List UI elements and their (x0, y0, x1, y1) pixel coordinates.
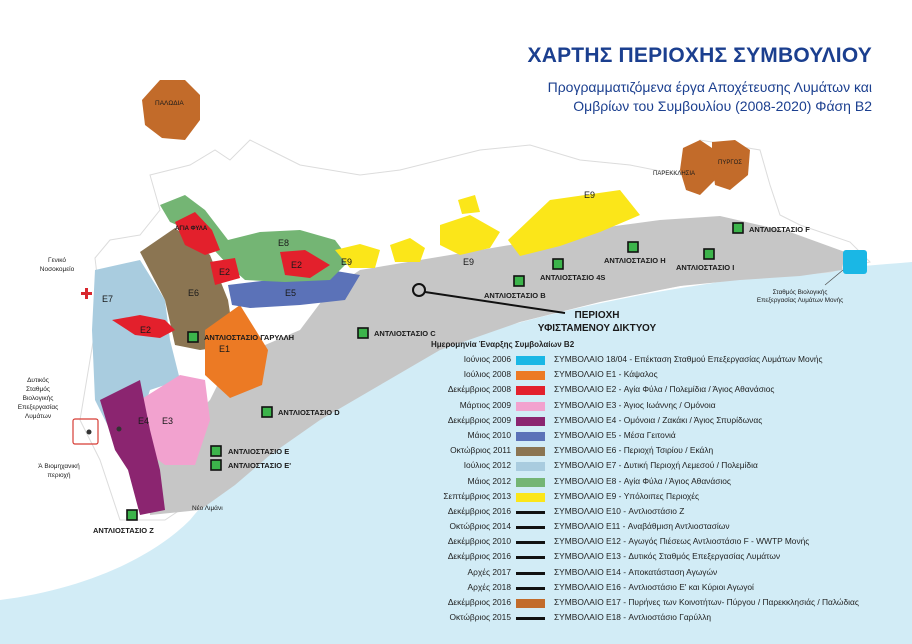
pump-station-garylli-marker (188, 332, 198, 342)
legend-color-swatch (516, 417, 545, 426)
place-west-plant-3: Βιολογικής (22, 395, 54, 402)
legend-date: Αρχές 2017 (467, 566, 511, 577)
place-west-plant-5: Λυμάτων (24, 413, 52, 420)
legend-contract-text: ΣΥΜΒΟΛΑΙΟ E3 - Άγιος Ιωάννης / Ομόνοια (554, 399, 716, 410)
legend-contract-text: ΣΥΜΒΟΛΑΙΟ E18 - Αντλιοστάσιο Γαρύλλη (554, 612, 712, 623)
legend-color-swatch (516, 599, 545, 608)
legend-date: Οκτώβριος 2011 (450, 445, 511, 456)
legend-row (420, 520, 880, 535)
legend-row (420, 550, 880, 565)
legend-color-swatch (516, 462, 545, 471)
legend-contract-text: ΣΥΜΒΟΛΑΙΟ E10 - Αντλιοστάσιο Z (554, 505, 685, 516)
legend-contract-text: ΣΥΜΒΟΛΑΙΟ E4 - Ομόνοια / Ζακάκι / Άγιος Σπυρίδωνας (554, 414, 763, 425)
legend-contract-text: ΣΥΜΒΟΛΑΙΟ E16 - Αντλιοστάσιο E' και Κύριοι Αγωγοί (554, 581, 754, 592)
place-parekklisia: ΠΑΡΕΚΚΛΗΣΙΑ (653, 171, 696, 177)
legend-color-swatch (516, 478, 545, 487)
zone-label-E8: E8 (278, 238, 290, 248)
legend-contract-text: ΣΥΜΒΟΛΑΙΟ E12 - Αγωγός Πιέσεως Αντλιοστάσιο F - WWTP Μονής (554, 536, 810, 547)
place-moni-plant-1: Σταθμός Βιολογικής (772, 289, 828, 296)
legend-date: Μάρτιος 2009 (459, 399, 511, 410)
legend-line-symbol (516, 526, 545, 529)
legend-contract-text: ΣΥΜΒΟΛΑΙΟ E8 - Αγία Φύλα / Άγιος Αθανάσιος (554, 475, 731, 486)
legend-date: Δεκέμβριος 2016 (447, 551, 511, 562)
place-industrial-2: περιοχή (47, 472, 71, 479)
pump-station-H-marker (628, 242, 638, 252)
legend-date: Οκτώβριος 2014 (449, 521, 511, 532)
legend-date: Δεκέμβριος 2010 (447, 536, 511, 547)
legend-contract-text: ΣΥΜΒΟΛΑΙΟ E1 - Κάψαλος (554, 369, 658, 380)
pump-station-Z-marker (127, 510, 137, 520)
pump-station-I-label: ΑΝΤΛΙΟΣΤΑΣΙΟ I (676, 263, 735, 272)
legend-color-swatch (516, 447, 545, 456)
legend-contract-text: ΣΥΜΒΟΛΑΙΟ E9 - Υπόλοιπες Περιοχές (554, 490, 700, 501)
legend-heading: Ημερομηνία Έναρξης Συμβολαίων B2 (431, 340, 575, 349)
place-agia-fyla: ΑΓΙΑ ΦΥΛΑ (175, 226, 208, 232)
existing-network-label-1: ΠΕΡΙΟΧΗ (574, 310, 620, 321)
legend-row (420, 566, 880, 581)
legend-color-swatch (516, 402, 545, 411)
legend-row (420, 444, 880, 459)
legend-date: Ιούνιος 2006 (463, 354, 511, 364)
zone-label-E9-east: E9 (584, 190, 596, 200)
legend-color-swatch (516, 356, 545, 365)
legend-line-symbol (516, 572, 545, 575)
zone-label-E6: E6 (188, 288, 200, 298)
pump-station-D-marker (262, 407, 272, 417)
legend-row (420, 475, 880, 490)
legend-contract-text: ΣΥΜΒΟΛΑΙΟ 18/04 - Επέκταση Σταθμού Επεξεργασίας Λυμάτων Μονής (554, 354, 823, 364)
legend-row (420, 490, 880, 505)
legend-row (420, 353, 880, 368)
place-industrial-1: Ά Βιομηχανική (38, 463, 80, 470)
legend-line-symbol (516, 587, 545, 590)
pump-station-garylli-label: ΑΝΤΛΙΟΣΤΑΣΙΟ ΓΑΡΥΛΛΗ (204, 333, 295, 342)
place-west-plant-2: Σταθμός (25, 386, 51, 393)
legend-line-symbol (516, 511, 545, 514)
zone-label-E1: E1 (219, 344, 231, 354)
legend-line-symbol (516, 556, 545, 559)
pump-station-E2-marker (211, 460, 221, 470)
pump-station-F-label: ΑΝΤΛΙΟΣΤΑΣΙΟ F (749, 225, 810, 234)
place-moni-plant-2: Επεξεργασίας Λυμάτων Μονής (756, 297, 844, 304)
zone-label-E9-west: E9 (341, 257, 353, 267)
legend-row (420, 429, 880, 444)
place-new-port: Νέο Λιμάνι (192, 505, 223, 512)
legend-row (420, 368, 880, 383)
place-palodia: ΠΑΛΩΔΙΑ (155, 100, 184, 107)
pump-station-B-marker (514, 276, 524, 286)
pump-station-E-label: ΑΝΤΛΙΟΣΤΑΣΙΟ E (228, 447, 290, 456)
western-plant-dot (87, 430, 92, 435)
legend-date: Δεκέμβριος 2008 (447, 384, 511, 395)
pump-station-Z-label: ΑΝΤΛΙΟΣΤΑΣΙΟ Z (93, 526, 154, 535)
legend-line-symbol (516, 541, 545, 544)
legend-date: Μάιος 2012 (467, 475, 511, 486)
zone-label-E2-center: E2 (219, 267, 231, 277)
legend-row (420, 505, 880, 520)
legend-row (420, 414, 880, 429)
page-title: ΧΑΡΤΗΣ ΠΕΡΙΟΧΗΣ ΣΥΜΒΟΥΛΙΟΥ (527, 44, 872, 67)
pump-station-F-marker (733, 223, 743, 233)
moni-treatment-plant (843, 250, 867, 274)
pump-station-E-marker (211, 446, 221, 456)
legend-date: Μάιος 2010 (467, 429, 511, 440)
zone-label-E5: E5 (285, 288, 297, 298)
subtitle-line-2: Ομβρίων του Συμβουλίου (2008-2020) Φάση Β2 (573, 98, 872, 114)
legend-row (420, 611, 880, 626)
legend-row (420, 581, 880, 596)
pump-station-4S-marker (553, 259, 563, 269)
legend (420, 353, 880, 626)
industrial-area-dot (117, 427, 122, 432)
zone-label-E4: E4 (138, 416, 150, 426)
legend-color-swatch (516, 386, 545, 395)
legend-row (420, 399, 880, 414)
legend-contract-text: ΣΥΜΒΟΛΑΙΟ E6 - Περιοχή Τσιρίου / Εκάλη (554, 445, 714, 456)
legend-contract-text: ΣΥΜΒΟΛΑΙΟ E11 - Αναβάθμιση Αντλιοστασίων (554, 521, 730, 532)
place-hospital-2: Νοσοκομείο (39, 266, 75, 273)
pump-station-C-label: ΑΝΤΛΙΟΣΤΑΣΙΟ C (374, 329, 436, 338)
legend-date: Δεκέμβριος 2016 (447, 597, 511, 607)
place-pyrgos: ΠΥΡΓΟΣ (718, 160, 743, 166)
place-west-plant-1: Δυτικός (27, 377, 49, 384)
legend-row (420, 535, 880, 550)
legend-row (420, 459, 880, 474)
legend-date: Δεκέμβριος 2016 (447, 505, 511, 516)
zone-label-E9-center: E9 (463, 257, 475, 267)
legend-row (420, 596, 880, 611)
legend-date: Οκτώβριος 2015 (449, 612, 511, 623)
legend-date: Δεκέμβριος 2009 (447, 414, 511, 425)
legend-date: Αρχές 2018 (467, 581, 511, 592)
existing-network-label-2: ΥΦΙΣΤΑΜΕΝΟΥ ΔΙΚΤΥΟΥ (537, 323, 657, 334)
pump-station-H-label: ΑΝΤΛΙΟΣΤΑΣΙΟ H (604, 256, 666, 265)
page-subtitle (452, 78, 872, 116)
legend-color-swatch (516, 493, 545, 502)
pump-station-4S-label: ΑΝΤΛΙΟΣΤΑΣΙΟ 4S (540, 273, 606, 282)
legend-contract-text: ΣΥΜΒΟΛΑΙΟ E2 - Αγία Φύλα / Πολεμίδια / Άγιος Αθανάσιος (554, 384, 775, 395)
zone-label-E3: E3 (162, 416, 174, 426)
legend-color-swatch (516, 371, 545, 380)
legend-contract-text: ΣΥΜΒΟΛΑΙΟ E7 - Δυτική Περιοχή Λεμεσού / Πολεμίδια (554, 460, 758, 471)
legend-contract-text: ΣΥΜΒΟΛΑΙΟ E5 - Μέσα Γειτονιά (554, 429, 676, 440)
legend-contract-text: ΣΥΜΒΟΛΑΙΟ E13 - Δυτικός Σταθμός Επεξεργασίας Λυμάτων (554, 551, 781, 562)
pump-station-B-label: ΑΝΤΛΙΟΣΤΑΣΙΟ B (484, 291, 546, 300)
subtitle-line-1: Προγραμματιζόμενα έργα Αποχέτευσης Λυμάτων και (547, 79, 872, 95)
place-hospital-1: Γενικό (48, 257, 66, 264)
legend-contract-text: ΣΥΜΒΟΛΑΙΟ E17 - Πυρήνες των Κοινοτήτων- Πύργου / Παρεκκλησιάς / Παλώδιας (554, 597, 859, 607)
pump-station-C-marker (358, 328, 368, 338)
zone-label-E2-east: E2 (291, 260, 303, 270)
legend-contract-text: ΣΥΜΒΟΛΑΙΟ E14 - Αποκατάσταση Αγωγών (554, 566, 718, 577)
zone-label-E7: E7 (102, 294, 114, 304)
place-west-plant-4: Επεξεργασίας (17, 404, 59, 411)
legend-line-symbol (516, 617, 545, 620)
pump-station-D-label: ΑΝΤΛΙΟΣΤΑΣΙΟ D (278, 408, 340, 417)
pump-station-I-marker (704, 249, 714, 259)
legend-date: Ιούλιος 2008 (463, 369, 511, 380)
legend-row (420, 383, 880, 398)
legend-date: Ιούλιος 2012 (463, 460, 511, 471)
zone-label-E2-west: E2 (140, 325, 152, 335)
legend-color-swatch (516, 432, 545, 441)
legend-date: Σεπτέμβριος 2013 (443, 490, 511, 501)
pump-station-E2-label: ΑΝΤΛΙΟΣΤΑΣΙΟ E' (228, 461, 292, 470)
